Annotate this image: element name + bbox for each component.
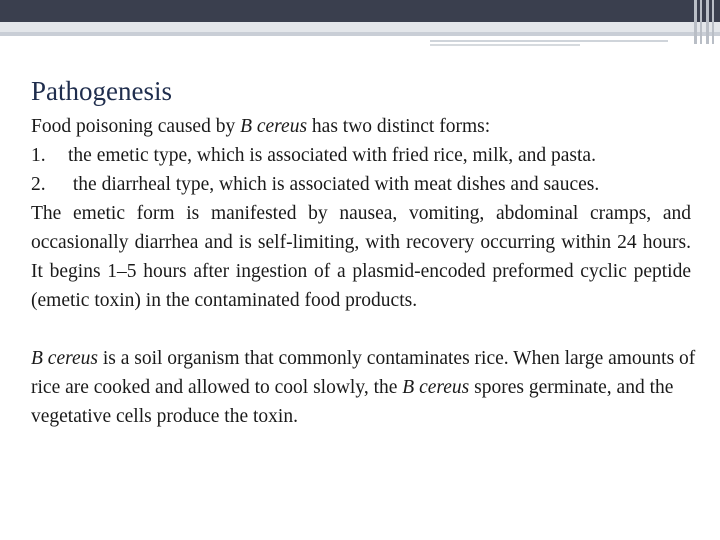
list-item [31,170,691,199]
decorative-vertical-bar [712,0,714,44]
paragraph-spacer [31,315,691,344]
decorative-line [430,44,580,46]
intro-line [31,112,691,141]
soil-organism-paragraph [31,344,703,431]
slide-top-stripe-dark [0,32,720,36]
slide-top-stripe [0,22,720,32]
list-text: the emetic type, which is associated with fried rice, milk, and pasta. [68,145,596,166]
slide-title: Pathogenesis [31,76,172,106]
paragraph-text: spores germinate, and the vegetative cells produce the toxin. [31,377,674,427]
decorative-vertical-bar [694,0,697,44]
intro-text: Food poisoning caused by [31,116,241,137]
decorative-vertical-bar [700,0,702,44]
list-number: 1. [31,145,46,166]
decorative-line [430,40,668,42]
organism-name: B cereus [240,116,308,137]
organism-name: B cereus [402,377,470,398]
paragraph-text: is a soil organism that commonly contaminates rice. When large amounts of rice are cooked and allowed to cool slowly, the [31,348,696,398]
slide-body [31,112,696,431]
organism-name: B cereus [31,348,98,369]
intro-text: has two distinct forms: [307,116,491,137]
decorative-vertical-bar [706,0,709,44]
list-item [31,141,691,170]
list-number: 2. [31,174,46,195]
list-text: the diarrheal type, which is associated with meat dishes and sauces. [68,174,600,195]
slide-top-band [0,0,720,22]
emetic-paragraph: The emetic form is manifested by nausea, vomiting, abdominal cramps, and occasionally diarrhea and is self-limiting, with recovery occurring within 24 hours. It begins 1–5 hours after ingestion of a plasmid-encoded preformed cyclic peptide (emetic toxin) in the contaminated food products. [31,203,691,311]
